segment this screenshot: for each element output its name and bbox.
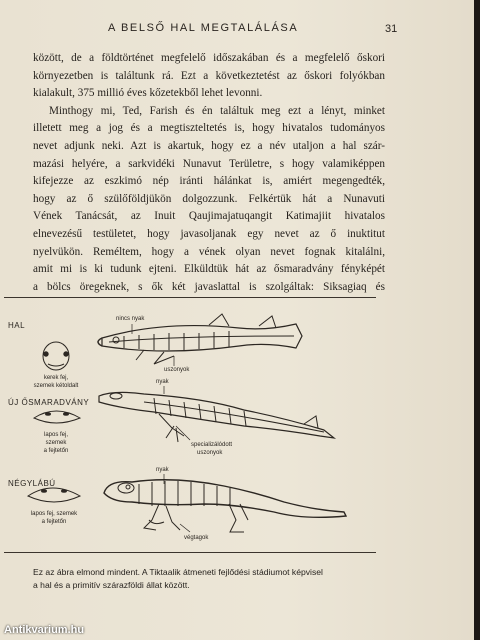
head-caption-line: lapos fej, szemek	[30, 511, 78, 517]
fish-head-icon	[43, 342, 69, 370]
label-fins-2: uszonyok	[197, 450, 223, 456]
head-caption-line: lapos fej,	[43, 432, 68, 438]
section-label-fossil: ÚJ ŐSMARADVÁNY	[8, 398, 90, 407]
head-caption-line: szemek	[45, 440, 67, 446]
head-caption-line: kerek fej,	[43, 375, 69, 381]
head-caption-line: szemek kétoldalt	[33, 383, 79, 389]
text-line: amit mi is ki tudunk ejteni. Elküldtük hát az ősmaradvány fényképét	[33, 263, 385, 276]
tetrapod-head-caption	[18, 510, 90, 526]
label-specialized: specializálódott	[191, 442, 233, 448]
head-caption-line: a fejtetőn	[43, 448, 69, 454]
tetrapod-head-icon	[28, 488, 80, 502]
page-number: 31	[385, 23, 398, 35]
text-line: között, de a földtörténet megfelelő időszakában és a megfelelő őskori	[33, 52, 385, 64]
text-line: Vének Tanácsát, az Inuit Qaujimajatuqangit Katimajiit hivatalos	[33, 210, 385, 223]
label-fins: uszonyok	[164, 367, 190, 373]
head-caption-line: a fejtetőn	[41, 519, 67, 525]
text-line: hogy az ő szülőföldjükön dolgozzunk. Felkértük hát a Nunavuti	[33, 192, 385, 205]
body-text	[33, 50, 385, 296]
running-header: A BELSŐ HAL MEGTALÁLÁSA	[108, 22, 299, 34]
text-line: nyelvükön. Reméltem, hogy a vének olyan nevet fognak kitalálni,	[33, 245, 385, 258]
fish-head-caption	[22, 374, 90, 390]
evolution-figure	[4, 297, 376, 553]
text-line: mazási helyére, a sarkvidéki Nunavut Területre, s hogy valamiképpen	[33, 157, 385, 170]
label-limbs: végtagok	[184, 535, 209, 541]
label-neck-2: nyak	[156, 467, 169, 473]
section-label-fish: HAL	[8, 321, 26, 330]
paragraph-1	[33, 50, 385, 103]
text-line: elnevezésű testületet, hogy javasoljanak egy nevet az ő inuktitut	[33, 227, 385, 240]
caption-line: Ez az ábra elmond mindent. A Tiktaalik átmeneti fejlődési stádiumot képvisel	[33, 567, 323, 577]
paragraph-2	[33, 103, 385, 297]
watermark-logo: Antikvarium.hu	[4, 624, 85, 636]
text-line: nevet adjunk neki. Azt is akartuk, hogy ez a név utaljon a hal szár-	[33, 139, 385, 152]
tetrapod-skeleton-drawing	[104, 480, 346, 532]
text-line: kifejezze az eszkimó nép iránti hálánkat is, amiért megengedték,	[33, 175, 385, 188]
fossil-head-caption	[24, 431, 88, 455]
text-line: illetett meg a jog és a megtiszteltetés is, hogy hivatalos tudományos	[33, 122, 385, 135]
fossil-head-icon	[34, 411, 80, 423]
section-label-tetrapod: NÉGYLÁBÚ	[8, 479, 56, 488]
caption-line: a hal és a primitív szárazföldi állat között.	[33, 580, 190, 590]
book-gutter	[474, 0, 480, 640]
text-line: környezetben is találtunk rá. Ezt a következtetést az őskori folyókban	[33, 69, 385, 82]
text-line: Minthogy mi, Ted, Farish és én találtuk meg ezt a lényt, minket	[49, 104, 385, 117]
text-line: kialakult, 375 millió éves kőzetekből lehet levonni.	[33, 87, 263, 100]
text-line: a bölcs öregeknek, s ők két javaslattal is szolgáltak: Siksagiaq és	[33, 280, 385, 293]
figure-caption	[33, 566, 393, 592]
label-no-neck: nincs nyak	[116, 316, 145, 322]
label-neck-1: nyak	[156, 379, 169, 385]
fossil-skeleton-drawing	[99, 392, 334, 442]
